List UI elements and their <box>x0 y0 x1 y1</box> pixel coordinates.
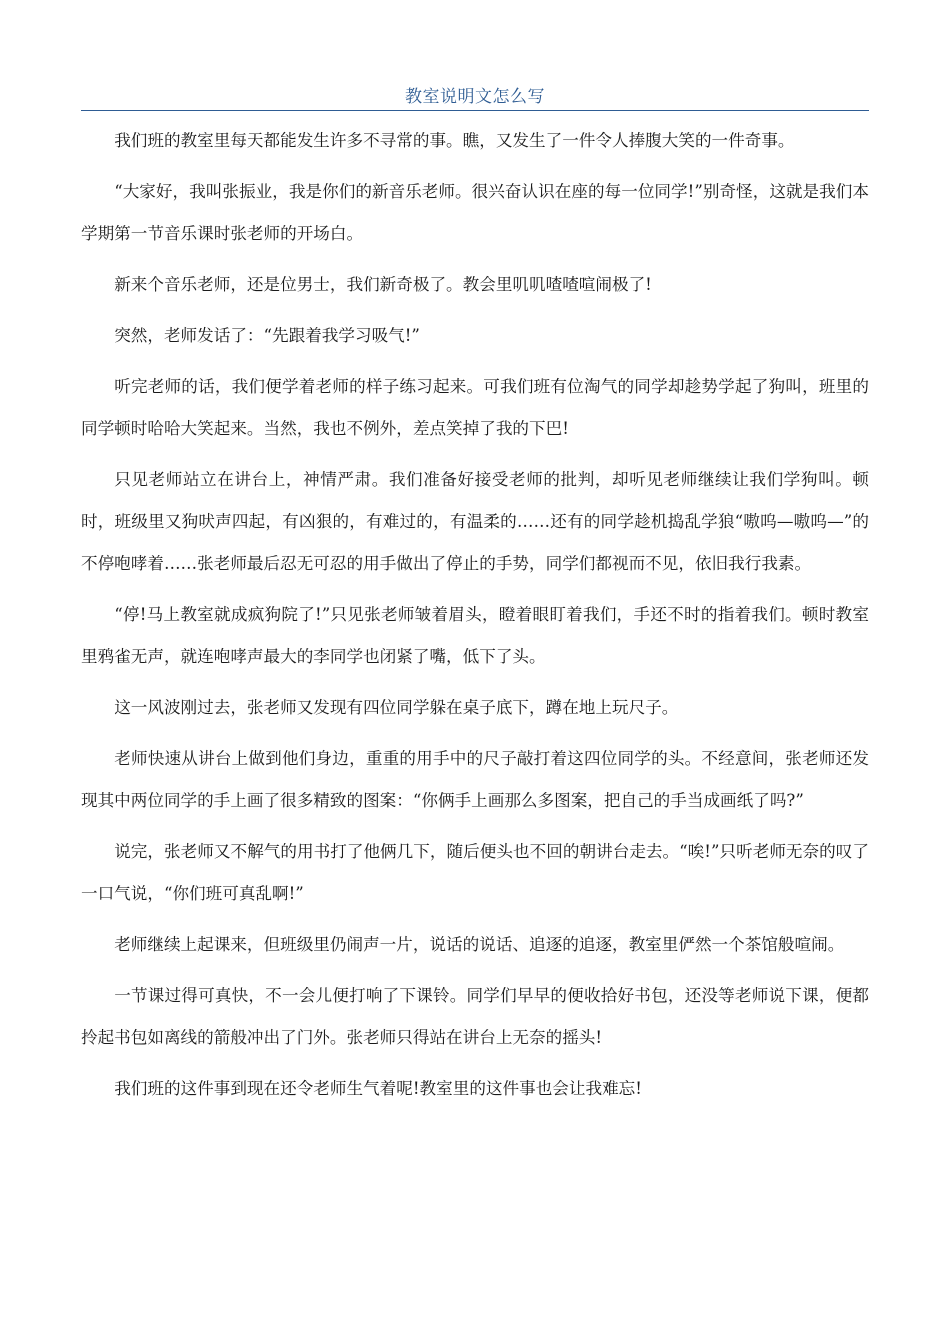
paragraph-6: 只见老师站立在讲台上，神情严肃。我们准备好接受老师的批判，却听见老师继续让我们学狗叫。顿时，班级里又狗吠声四起，有凶狠的，有难过的，有温柔的……还有的同学趁机捣乱学狼“嗷呜—嗷呜—”的不停咆哮着……张老师最后忍无可忍的用手做出了停止的手势，同学们都视而不见，依旧我行我素。 <box>81 470 869 573</box>
paragraph-2: “大家好，我叫张振业，我是你们的新音乐老师。很兴奋认识在座的每一位同学!”别奇怪，这就是我们本学期第一节音乐课时张老师的开场白。 <box>81 182 869 243</box>
paragraph-8: 这一风波刚过去，张老师又发现有四位同学躲在桌子底下，蹲在地上玩尺子。 <box>114 698 679 717</box>
document-body <box>81 120 869 1119</box>
paragraph-5: 听完老师的话，我们便学着老师的样子练习起来。可我们班有位淘气的同学却趁势学起了狗叫，班里的同学顿时哈哈大笑起来。当然，我也不例外，差点笑掉了我的下巴! <box>81 377 869 438</box>
paragraph-9: 老师快速从讲台上做到他们身边，重重的用手中的尺子敲打着这四位同学的头。不经意间，张老师还发现其中两位同学的手上画了很多精致的图案：“你俩手上画那么多图案，把自己的手当成画纸了吗?” <box>81 749 869 810</box>
paragraph-12: 一节课过得可真快，不一会儿便打响了下课铃。同学们早早的便收拾好书包，还没等老师说下课，便都拎起书包如离线的箭般冲出了门外。张老师只得站在讲台上无奈的摇头! <box>81 986 869 1047</box>
paragraph-1: 我们班的教室里每天都能发生许多不寻常的事。瞧，又发生了一件令人捧腹大笑的一件奇事。 <box>114 131 795 150</box>
paragraph-4: 突然，老师发话了：“先跟着我学习吸气!” <box>114 326 420 345</box>
paragraph-3: 新来个音乐老师，还是位男士，我们新奇极了。教会里叽叽喳喳喧闹极了! <box>114 275 652 294</box>
document-header <box>81 80 869 111</box>
paragraph-11: 老师继续上起课来，但班级里仍闹声一片，说话的说话、追逐的追逐，教室里俨然一个茶馆般喧闹。 <box>114 935 845 954</box>
paragraph-10: 说完，张老师又不解气的用书打了他俩几下，随后便头也不回的朝讲台走去。“唉!”只听老师无奈的叹了一口气说，“你们班可真乱啊!” <box>81 842 869 903</box>
paragraph-7: “停!马上教室就成疯狗院了!”只见张老师皱着眉头，瞪着眼盯着我们，手还不时的指着我们。顿时教室里鸦雀无声，就连咆哮声最大的李同学也闭紧了嘴，低下了头。 <box>81 605 869 666</box>
document-title: 教室说明文怎么写 <box>405 87 545 107</box>
paragraph-13: 我们班的这件事到现在还令老师生气着呢!教室里的这件事也会让我难忘! <box>114 1079 642 1098</box>
